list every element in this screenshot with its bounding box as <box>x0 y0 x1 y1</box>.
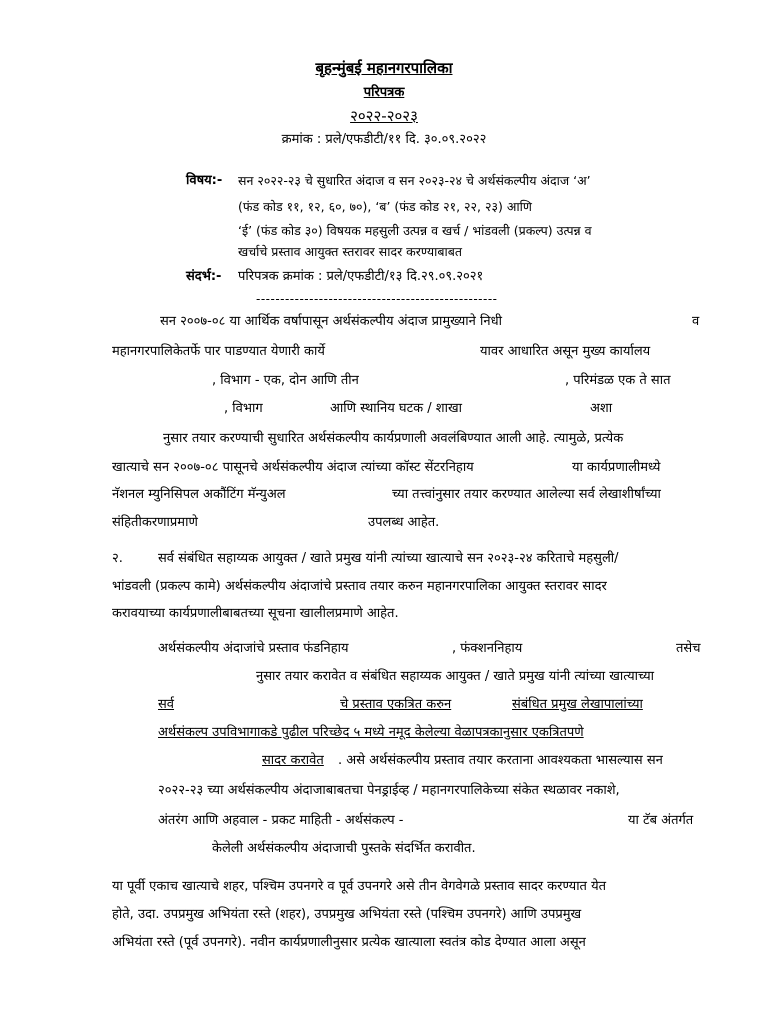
para3-line-3c: संबंधित प्रमुख लेखापालांच्या <box>512 697 643 712</box>
para3-line-3a: सर्व <box>158 697 175 712</box>
para1-line-7b: च्या तत्त्वांनुसार तयार करण्यात आलेल्या सर्व लेखाशीर्षांच्या <box>392 487 661 502</box>
para1-line-7a: नॅशनल म्युनिसिपल अकौंटिंग मॅन्युअल <box>112 487 286 502</box>
para2-line-2: भांडवली (प्रकल्प कामे) अर्थसंकल्पीय अंदाजांचे प्रस्ताव तयार करुन महानगरपालिका आयुक्त स्तरावर सादर <box>112 579 607 594</box>
para1-line-1b: व <box>692 314 700 329</box>
para3-line-5b: . असे अर्थसंकल्पीय प्रस्ताव तयार करताना आवश्यकता भासल्यास सन <box>338 753 663 768</box>
subject-line-3: ‘ई’ (फंड कोड ३०) विषयक महसुली उत्पन्न व खर्च / भांडवली (प्रकल्प) उत्पन्न व <box>238 223 592 238</box>
separator-line: -------------------------------------------------- <box>256 292 498 306</box>
subject-line-2: (फंड कोड ११, १२, ६०, ७०), ‘ब’ (फंड कोड २१, २२, २३) आणि <box>238 199 532 214</box>
para1-line-2a: महानगरपालिकेतर्फे पार पाडण्यात येणारी कार्ये <box>112 344 325 359</box>
subject-line-1: सन २०२२-२३ चे सुधारित अंदाज व सन २०२३-२४ चे अर्थसंकल्पीय अंदाज ‘अ’ <box>238 173 591 188</box>
para1-line-2b: यावर आधारित असून मुख्य कार्यालय <box>480 344 651 359</box>
para3-line-7b: या टॅब अंतर्गत <box>628 813 694 828</box>
para4-line-1: या पूर्वी एकाच खात्याचे शहर, पश्चिम उपनगरे व पूर्व उपनगरे असे तीन वेगवेगळे प्रस्ताव सादर करण्यात येत <box>112 879 607 894</box>
para2-number: २. <box>112 551 123 566</box>
para1-line-5: नुसार तयार करण्याची सुधारित अर्थसंकल्पीय कार्यप्रणाली अवलंबिण्यात आली आहे. त्यामुळे, प्रत्येक <box>163 431 624 446</box>
para3-line-1a: अर्थसंकल्पीय अंदाजांचे प्रस्ताव फंडनिहाय <box>158 641 349 656</box>
para2-line-1: सर्व संबंधित सहाय्यक आयुक्त / खाते प्रमुख यांनी त्यांच्या खात्याचे सन २०२३-२४ करिताचे महसुली/ <box>158 551 619 566</box>
para4-line-2: होते, उदा. उपप्रमुख अभियंता रस्ते (शहर), उपप्रमुख अभियंता रस्ते (पश्चिम उपनगरे) आणि उपप्रमुख <box>112 907 582 922</box>
org-title: बृहन्मुंबई महानगरपालिका <box>315 59 453 77</box>
circular-number: क्रमांक : प्रले/एफडीटी/११ दि. ३०.०९.२०२२ <box>281 132 487 147</box>
para1-line-4a: , विभाग <box>224 401 263 416</box>
para3-line-8: केलेली अर्थसंकल्पीय अंदाजाची पुस्तके संदर्भित करावीत. <box>212 841 476 856</box>
para2-line-3: करावयाच्या कार्यप्रणालीबाबतच्या सूचना खालीलप्रमाणे आहेत. <box>112 606 399 621</box>
document-type: परिपत्रक <box>363 85 405 100</box>
financial-year: २०२२-२०२३ <box>350 107 418 125</box>
para3-line-1b: , फंक्शननिहाय <box>452 641 523 656</box>
para3-line-5a: सादर करावेत <box>262 753 324 768</box>
para1-line-1a: सन २००७-०८ या आर्थिक वर्षापासून अर्थसंकल्पीय अंदाज प्रामुख्याने निधी <box>160 314 502 329</box>
para1-line-4b: आणि स्थानिय घटक / शाखा <box>330 401 462 416</box>
para1-line-6b: या कार्यप्रणालीमध्ये <box>572 460 661 475</box>
para3-line-6: २०२२-२३ च्या अर्थसंकल्पीय अंदाजाबाबतचा पेनड्राईव्ह / महानगरपालिकेच्या संकेत स्थळावर नकाशे, <box>158 783 620 798</box>
para1-line-8b: उपलब्ध आहेत. <box>368 515 440 530</box>
subject-line-4: खर्चाचे प्रस्ताव आयुक्त स्तरावर सादर करण्याबाबत <box>238 244 462 259</box>
para1-line-6a: खात्याचे सन २००७-०८ पासूनचे अर्थसंकल्पीय अंदाज त्यांच्या कॉस्ट सेंटरनिहाय <box>112 460 474 475</box>
reference-text: परिपत्रक क्रमांक : प्रले/एफडीटी/१३ दि.२९.०९.२०२१ <box>238 269 484 284</box>
para4-line-3: अभियंता रस्ते (पूर्व उपनगरे). नवीन कार्यप्रणालीनुसार प्रत्येक खात्याला स्वतंत्र कोड देण्यात आला असून <box>112 935 586 950</box>
subject-label: विषय:- <box>186 173 223 188</box>
para1-line-3a: , विभाग - एक, दोन आणि तीन <box>212 373 359 388</box>
reference-label: संदर्भ:- <box>186 269 222 284</box>
para1-line-4c: अशा <box>590 401 613 416</box>
para3-line-4: अर्थसंकल्प उपविभागाकडे पुढील परिच्छेद ५ मध्ये नमूद केलेल्या वेळापत्रकानुसार एकत्रितपणे <box>158 725 584 740</box>
para1-line-8a: संहितीकरणाप्रमाणे <box>112 515 198 530</box>
para3-line-3b: चे प्रस्ताव एकत्रित करुन <box>340 697 452 712</box>
para3-line-7a: अंतरंग आणि अहवाल - प्रकट माहिती - अर्थसंकल्प - <box>158 813 404 828</box>
para1-line-3b: , परिमंडळ एक ते सात <box>565 373 671 388</box>
para3-line-1c: तसेच <box>676 641 701 656</box>
para3-line-2: नुसार तयार करावेत व संबंधित सहाय्यक आयुक्त / खाते प्रमुख यांनी त्यांच्या खात्याच्या <box>256 669 655 684</box>
